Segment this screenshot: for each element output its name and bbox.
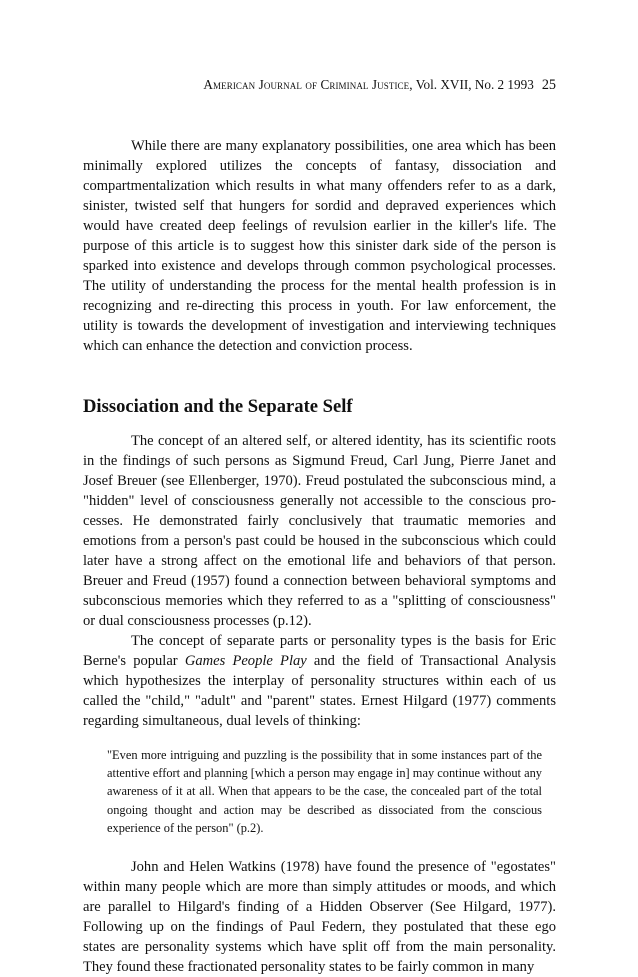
journal-name: American Journal of Criminal Justice, (203, 77, 413, 92)
section-heading: Dissociation and the Separate Self (83, 396, 353, 417)
berne-text-end: and the field of Transactional Analysis which hypothesizes the interplay of personality structures within each of us called the "child," "adult" and "parent" states. Ernest Hilgard (1977) comments regarding simultaneous, dual levels of thinking: (83, 653, 556, 729)
page-number: 25 (541, 77, 556, 93)
hilgard-quote (107, 746, 542, 837)
volume-issue: Vol. XVII, No. 2 1993 (412, 77, 534, 92)
book-title: Games People Play (184, 653, 307, 669)
intro-paragraph: While there are many explanatory possibilities, one area which has been minimally explored utilizes the concepts of fantasy, dissociation and compartmentalization which results in what many offenders refer to as a dark, sinister, twisted self that hungers for sordid and depraved experiences which would have created deep feelings of revulsion earlier in the killer's life. The purpose of this article is to suggest how this sinister dark side of the person is sparked into existence and develops through common psychological processes. The utility of understanding the process for the mental health profession is in recognizing and re-directing this process in youth. For law enforcement, the utility is towards the development of investigation and interviewing techniques which can enhance the detection and conviction process. (83, 138, 556, 354)
running-head (83, 76, 556, 94)
berne-text-start: The concept of separate parts or personality types is the basis for Eric Berne's popular (83, 633, 556, 669)
quote-text: "Even more intriguing and puzzling is the possibility that in some instances part of the attentive effort and planning [which a person may engage in] may continue without any awareness of it at all. When that appears to be the case, the concealed part of the total ongoing thought and action may be described as dissociated from the conscious experience of the person" (p.2). (107, 748, 542, 835)
paragraph-berne (83, 631, 556, 731)
paragraph-altered-self: The concept of an altered self, or altered identity, has its scientific roots in the findings of such persons as Sigmund Freud, Carl Jung, Pierre Janet and Josef Breuer (see Ellenberger, 1970). Freud postulated the subconscious mind, a "hidden" level of consciousness generally not accessible to the conscious pro-cesses. He demonstrated fairly conclusively that traumatic memories and emotions from a person's past could be housed in the subconscious which could later have a strong affect on the emotional life and behaviors of that person. Breuer and Freud (1957) found a connection between behavioral symptoms and subconscious memories which they referred to as a "splitting of consciousness" or dual consciousness processes (p.12). (83, 433, 556, 629)
paragraph-watkins: John and Helen Watkins (1978) have found the presence of "egostates" within many people which are more than simply attitudes or moods, and which are parallel to Hilgard's finding of a Hidden Observer (See Hilgard, 1977). Following up on the findings of Paul Federn, they postulated that these ego states are personality systems which have split off from the main personality. They found these fractionated personality states to be fairly common in many (83, 859, 556, 976)
journal-page (83, 76, 556, 977)
